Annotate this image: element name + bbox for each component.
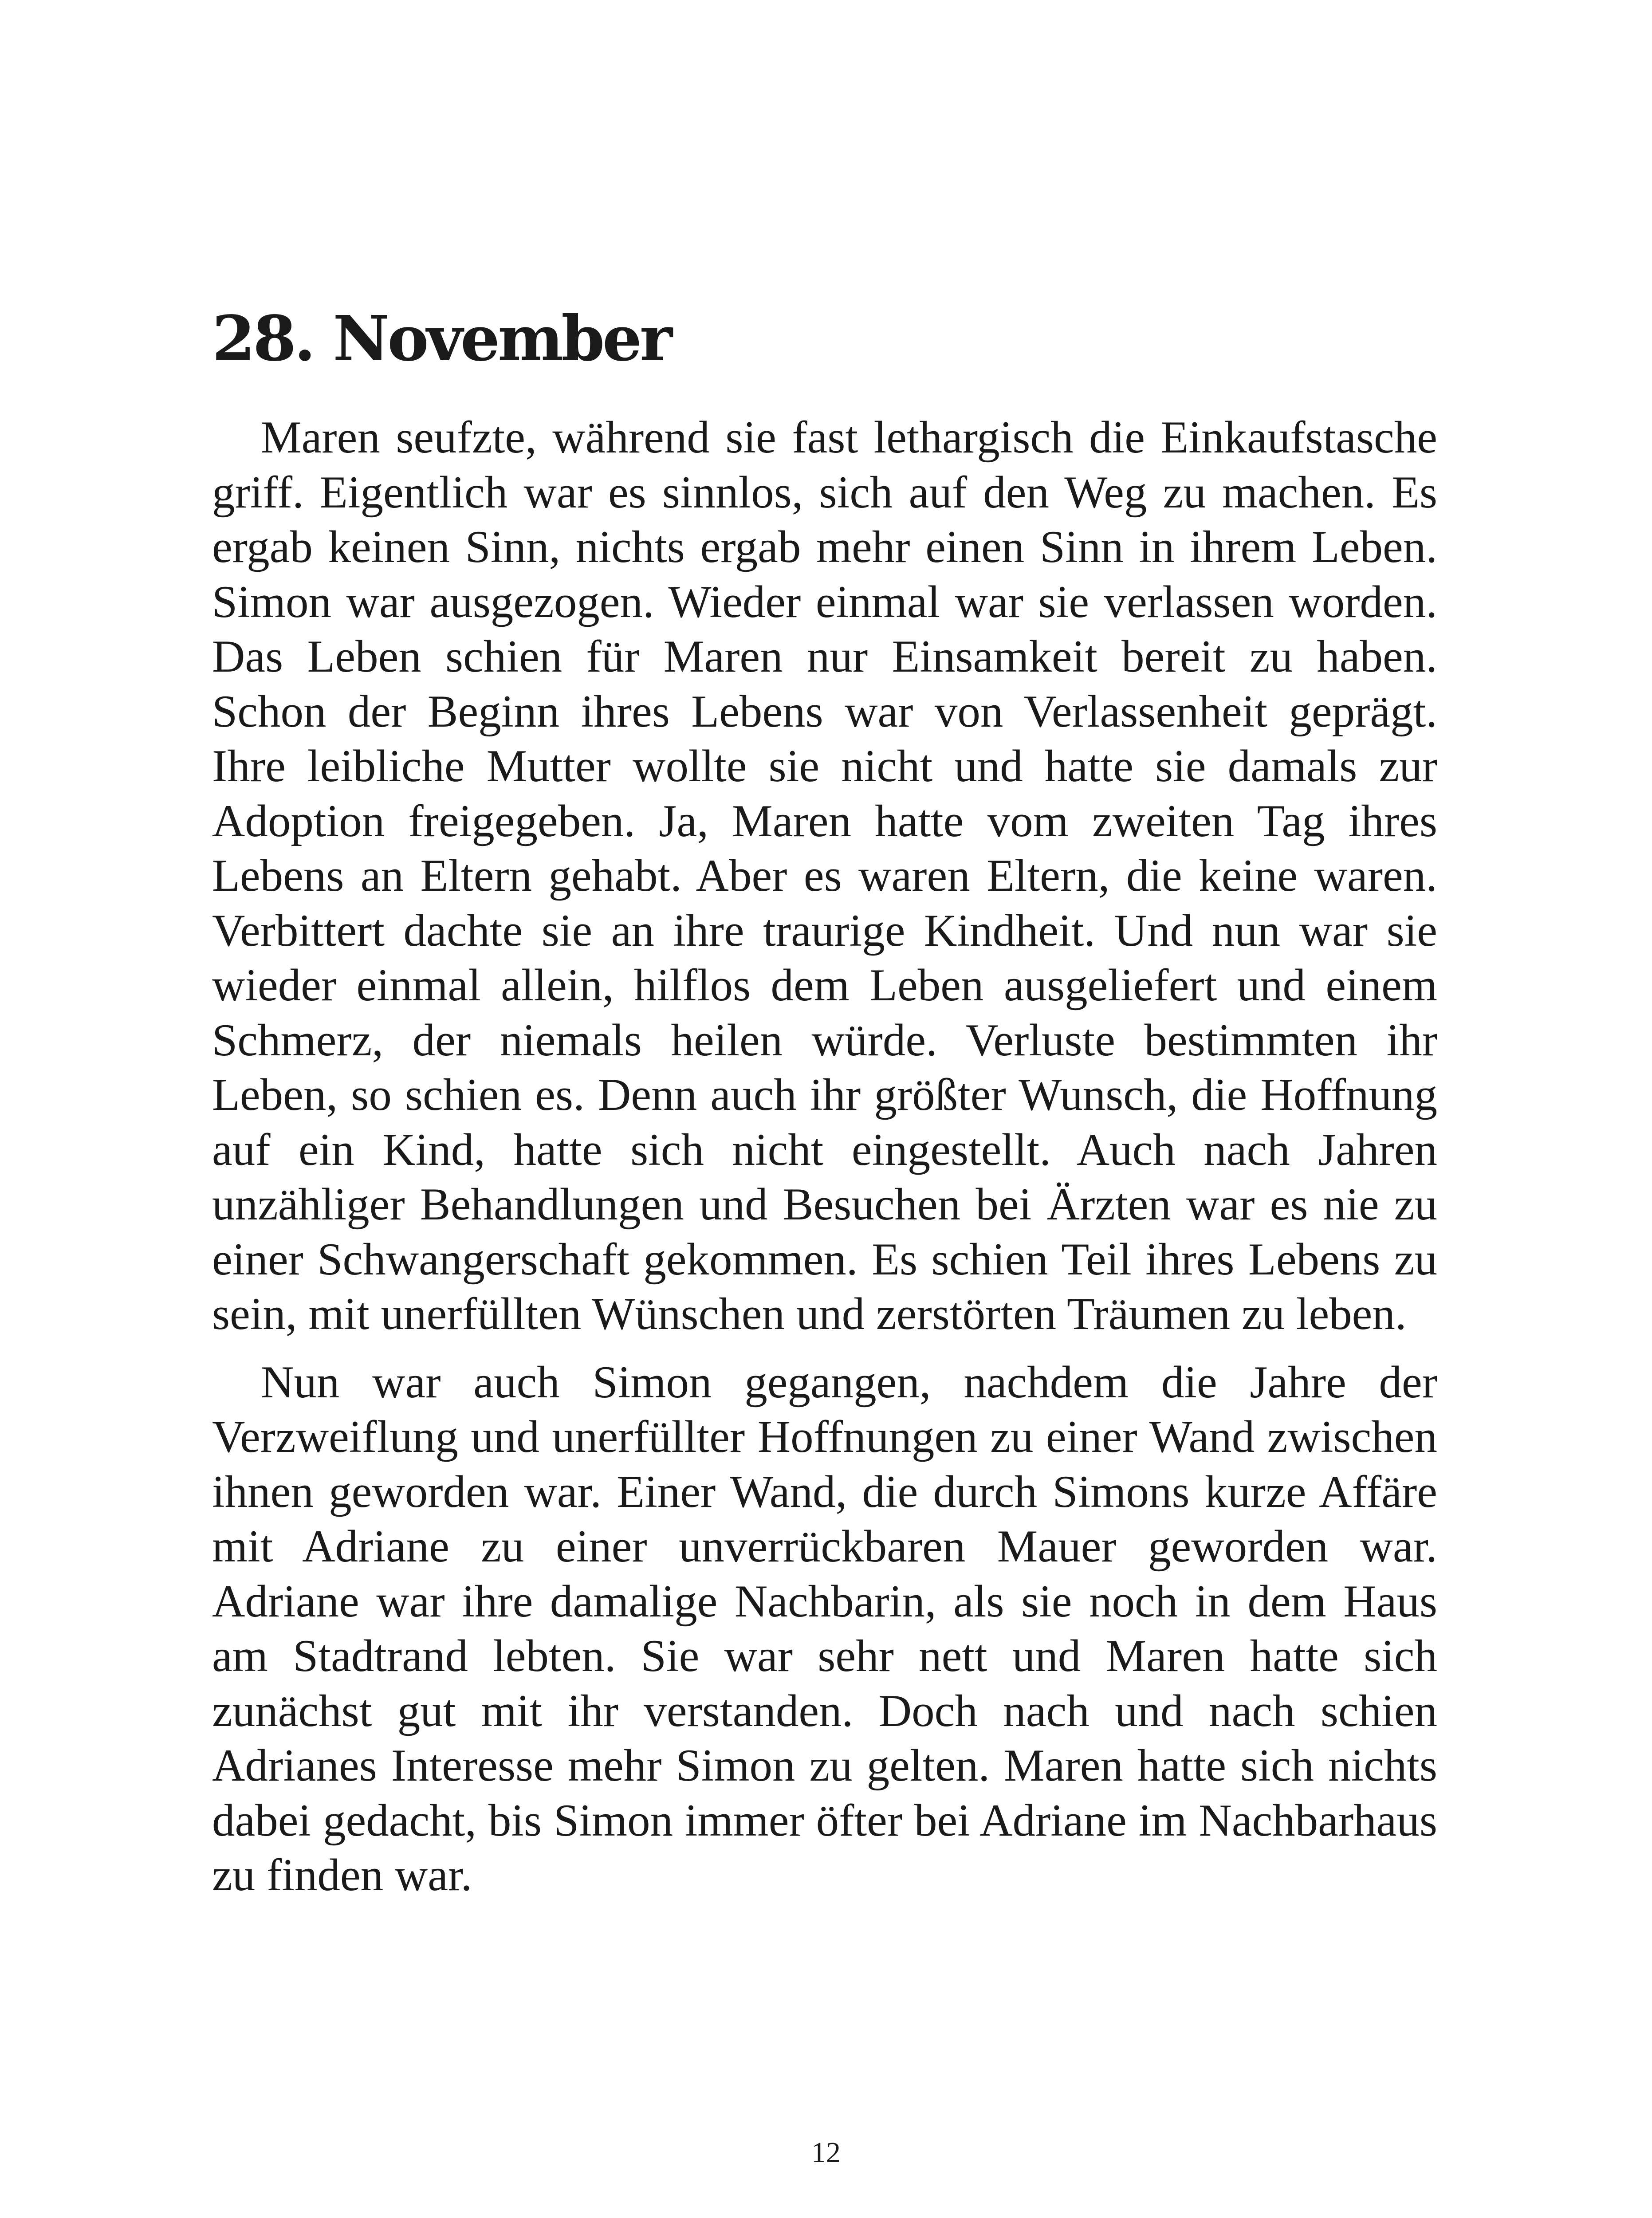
page-number: 12 — [811, 2136, 841, 2169]
chapter-heading: 28. November — [212, 303, 670, 375]
paragraph-1: Maren seufzte, während sie fast lethargisch die Einkaufstasche griff. Eigentlich war es sinnlos, sich auf den Weg zu machen. Es ergab keinen Sinn, nichts ergab mehr einen Sinn in ihrem Leben. Simon war ausgezogen. Wieder einmal war sie verlassen worden. Das Leben schien für Maren nur Einsamkeit bereit zu haben. Schon der Beginn ihres Lebens war von Verlassenheit geprägt. Ihre leibliche Mutter wollte sie nicht und hatte sie damals zur Adoption freigegeben. Ja, Maren hatte vom zweiten Tag ihres Lebens an Eltern gehabt. Aber es waren Eltern, die keine waren. Verbittert dachte sie an ihre traurige Kindheit. Und nun war sie wieder einmal allein, hilflos dem Leben ausgeliefert und einem Schmerz, der niemals heilen würde. Verluste bestimmten ihr Leben, so schien es. Denn auch ihr größter Wunsch, die Hoffnung auf ein Kind, hatte sich nicht eingestellt. Auch nach Jahren unzähliger Behandlungen und Besuchen bei Ärzten war es nie zu einer Schwangerschaft gekommen. Es schien Teil ihres Lebens zu sein, mit unerfüllten Wünschen und zerstörten Träumen zu leben. — [212, 412, 1437, 1339]
paragraph-2: Nun war auch Simon gegangen, nachdem die Jahre der Verzweiflung und unerfüllter Hoffnungen zu einer Wand zwischen ihnen geworden war. Einer Wand, die durch Simons kurze Affäre mit Adriane zu einer unverrückbaren Mauer geworden war. Adriane war ihre damalige Nachbarin, als sie noch in dem Haus am Stadtrand lebten. Sie war sehr nett und Maren hatte sich zunächst gut mit ihr verstanden. Doch nach und nach schien Adrianes Interesse mehr Simon zu gelten. Maren hatte sich nichts dabei gedacht, bis Simon immer öfter bei Adriane im Nachbarhaus zu finden war. — [212, 1357, 1437, 1900]
body-text — [212, 410, 1437, 1903]
